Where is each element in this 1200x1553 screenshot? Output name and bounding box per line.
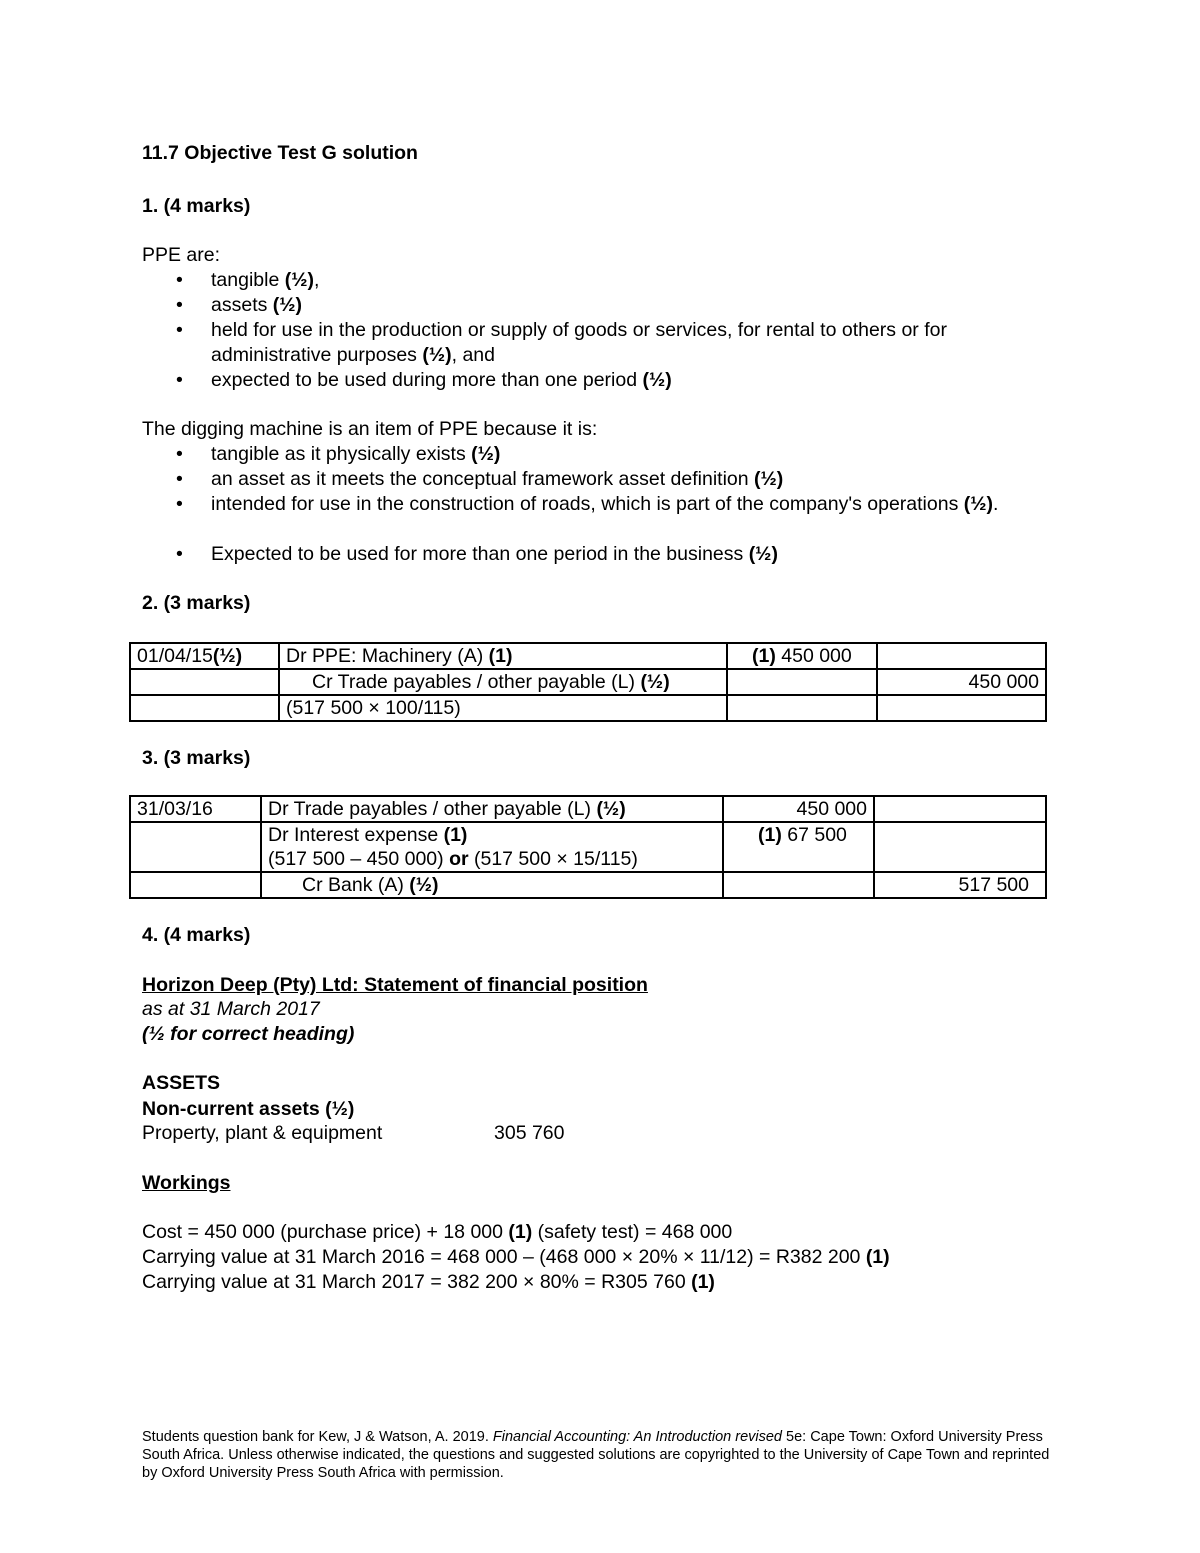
debit-cell [727, 695, 877, 721]
description-cell: Dr Interest expense (1) (517 500 – 450 000) or (517 500 × 15/115) [261, 822, 723, 872]
working-line: Cost = 450 000 (purchase price) + 18 000 (1) (safety test) = 468 000 [142, 1221, 733, 1243]
debit-cell [727, 669, 877, 695]
description-cell: Cr Bank (A) (½) [261, 872, 723, 898]
bullet-icon: • [176, 269, 183, 291]
date-cell: 01/04/15(½) [130, 643, 279, 669]
table-row [130, 796, 1046, 822]
footer-note: Students question bank for Kew, J & Watson, A. 2019. Financial Accounting: An Introduction revised 5e: Cape Town: Oxford University Press South Africa. Unless otherwise indicated, the questions and suggested solutions are copyrighted to the University of Cape Town and reprinted by Oxford University Press South Africa with permission. [142, 1429, 1050, 1481]
debit-cell: 450 000 [723, 796, 874, 822]
table-row [130, 669, 1046, 695]
date-cell [130, 669, 279, 695]
credit-cell [874, 822, 1046, 872]
table-row [130, 822, 1046, 872]
credit-cell: 517 500 [874, 872, 1046, 898]
q3-journal-table [129, 795, 1047, 899]
bullet-icon: • [176, 319, 183, 341]
working-line: Carrying value at 31 March 2017 = 382 200 × 80% = R305 760 (1) [142, 1271, 715, 1293]
bullet-icon: • [176, 468, 183, 490]
heading-mark-note: (½ for correct heading) [142, 1023, 355, 1045]
date-cell [130, 822, 261, 872]
date-cell: 31/03/16 [130, 796, 261, 822]
description-cell: Dr PPE: Machinery (A) (1) [279, 643, 727, 669]
table-row [130, 872, 1046, 898]
bullet-icon: • [176, 543, 183, 565]
date-cell [130, 695, 279, 721]
statement-title: Horizon Deep (Pty) Ltd: Statement of financial position [142, 974, 648, 996]
bullet-icon: • [176, 294, 183, 316]
assets-heading: ASSETS [142, 1072, 221, 1094]
debit-cell: (1) 67 500 [723, 822, 874, 872]
description-cell: Cr Trade payables / other payable (L) (½) [279, 669, 727, 695]
credit-cell [877, 695, 1046, 721]
credit-cell [874, 796, 1046, 822]
credit-cell: 450 000 [877, 669, 1046, 695]
debit-cell [723, 872, 874, 898]
q3-heading: 3. (3 marks) [142, 747, 251, 769]
bullet-icon: • [176, 493, 183, 515]
page-title: 11.7 Objective Test G solution [142, 142, 418, 164]
working-line: Carrying value at 31 March 2016 = 468 000 – (468 000 × 20% × 11/12) = R382 200 (1) [142, 1246, 890, 1268]
q1-intro: PPE are: [142, 244, 221, 266]
bullet-icon: • [176, 369, 183, 391]
debit-cell: (1) 450 000 [727, 643, 877, 669]
table-row [130, 643, 1046, 669]
q1-heading: 1. (4 marks) [142, 195, 251, 217]
statement-date: as at 31 March 2017 [142, 998, 320, 1020]
q4-heading: 4. (4 marks) [142, 924, 251, 946]
bullet-icon: • [176, 443, 183, 465]
description-cell: Dr Trade payables / other payable (L) (½) [261, 796, 723, 822]
date-cell [130, 872, 261, 898]
ppe-value: 305 760 [494, 1122, 565, 1144]
ppe-label: Property, plant & equipment [142, 1122, 383, 1144]
workings-heading: Workings [142, 1172, 231, 1194]
non-current-assets-heading: Non-current assets (½) [142, 1098, 355, 1120]
table-row [130, 695, 1046, 721]
q2-heading: 2. (3 marks) [142, 592, 251, 614]
q2-journal-table [129, 642, 1047, 722]
description-cell: (517 500 × 100/115) [279, 695, 727, 721]
credit-cell [877, 643, 1046, 669]
q1-intro-2: The digging machine is an item of PPE because it is: [142, 418, 598, 440]
